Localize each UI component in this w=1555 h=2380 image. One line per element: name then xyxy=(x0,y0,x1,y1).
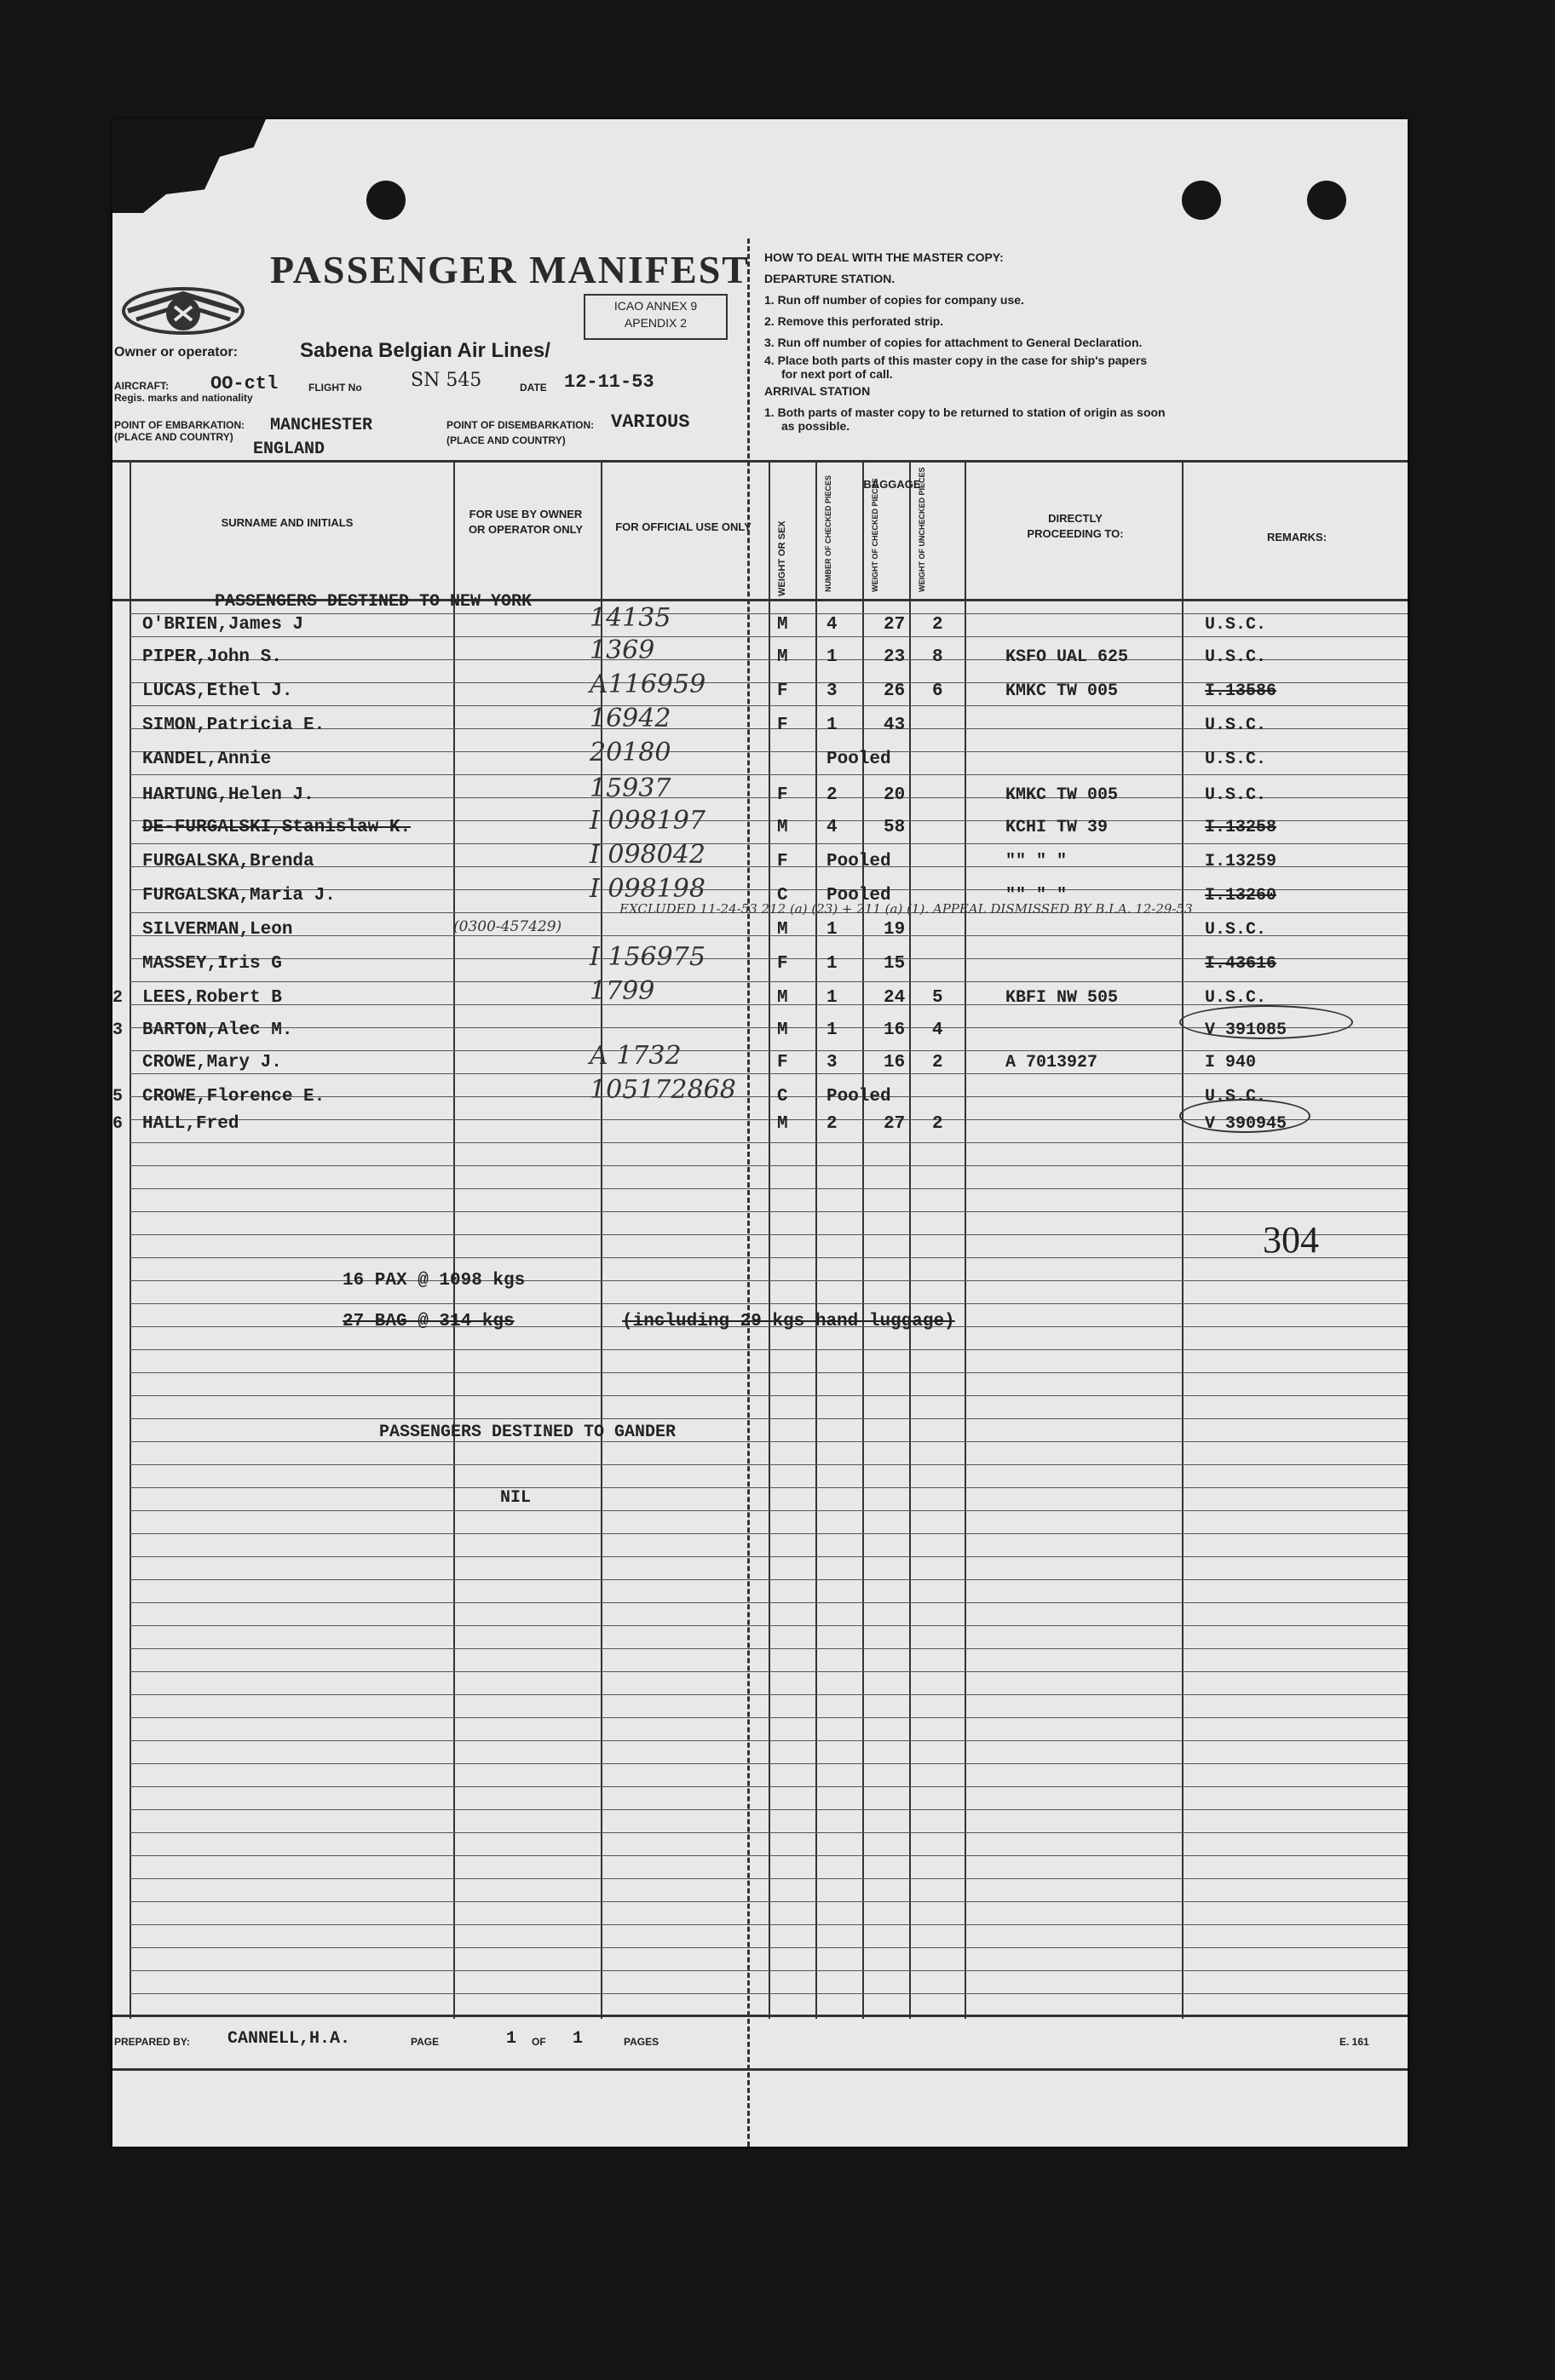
instr-line: 2. Remove this perforated strip. xyxy=(764,314,944,328)
row-sex: M xyxy=(777,1020,788,1040)
row-rem: I.13260 xyxy=(1205,886,1277,905)
prepared-label: PREPARED BY: xyxy=(114,2036,190,2048)
instr-line: for next port of call. xyxy=(781,367,893,381)
row-line xyxy=(130,1855,1408,1856)
row-rem: U.S.C. xyxy=(1205,647,1267,667)
row-line xyxy=(130,1510,1408,1511)
col-line xyxy=(1182,460,1184,2019)
row-w: 16 xyxy=(884,1020,906,1040)
row-line xyxy=(130,1556,1408,1557)
row-num: 5 xyxy=(112,1087,124,1107)
page-label: PAGE xyxy=(411,2036,440,2048)
row-line xyxy=(130,1947,1408,1948)
row-hand: I 098198 xyxy=(590,874,706,904)
row-hand: 14135 xyxy=(590,603,671,633)
row-line xyxy=(130,1418,1408,1419)
page-stamp-number: 304 xyxy=(1263,1219,1319,1261)
punch-hole xyxy=(1182,181,1221,220)
row-to: KMKC TW 005 xyxy=(1005,681,1119,701)
section-gander: PASSENGERS DESTINED TO GANDER xyxy=(379,1423,677,1442)
col-line xyxy=(453,460,455,2019)
punch-hole xyxy=(1307,181,1346,220)
row-sex: F xyxy=(777,785,788,805)
embark-value: MANCHESTER xyxy=(270,416,373,435)
row-rem: V 390945 xyxy=(1205,1114,1287,1134)
owner-label: Owner or operator: xyxy=(114,345,238,359)
col-remarks: REMARKS: xyxy=(1266,531,1328,543)
row-hand: 1369 xyxy=(590,635,655,665)
row-rem: I 940 xyxy=(1205,1053,1257,1072)
row-u: 6 xyxy=(932,681,943,701)
instr-line: as possible. xyxy=(781,419,850,433)
prepared-value: CANNELL,H.A. xyxy=(227,2029,351,2049)
row-sex: F xyxy=(777,681,788,701)
row-n: 1 xyxy=(826,1020,838,1040)
row-name: BARTON,Alec M. xyxy=(142,1020,293,1040)
row-sex: F xyxy=(777,716,788,735)
row-hand: 20180 xyxy=(590,738,671,767)
row-line xyxy=(130,1763,1408,1764)
row-line xyxy=(130,1694,1408,1695)
row-line xyxy=(130,1717,1408,1718)
row-line xyxy=(130,1533,1408,1534)
row-w: 27 xyxy=(884,1114,906,1134)
row-name: LUCAS,Ethel J. xyxy=(142,681,293,701)
row-rem: U.S.C. xyxy=(1205,785,1267,805)
row-to: KSFO UAL 625 xyxy=(1005,647,1129,667)
row-line xyxy=(130,1878,1408,1879)
col-line xyxy=(965,460,966,2019)
row-sex: F xyxy=(777,954,788,974)
row-hand: I 098042 xyxy=(590,840,706,870)
row-rem: I.13586 xyxy=(1205,681,1277,701)
row-hand: 15937 xyxy=(590,773,671,803)
row-name: SIMON,Patricia E. xyxy=(142,716,325,735)
row-line xyxy=(130,981,1408,982)
row-name: FURGALSKA,Maria J. xyxy=(142,886,336,905)
row-rem: U.S.C. xyxy=(1205,716,1267,735)
row-hand: A 1732 xyxy=(590,1041,682,1071)
row-w: 26 xyxy=(884,681,906,701)
col-line xyxy=(769,460,770,2019)
row-line xyxy=(130,1303,1408,1304)
aircraft-sub: Regis. marks and nationality xyxy=(114,392,253,404)
row-u: 2 xyxy=(932,1114,943,1134)
of-value: 1 xyxy=(573,2029,584,2049)
row-line xyxy=(130,1832,1408,1833)
row-n: 1 xyxy=(826,954,838,974)
row-hand: 1799 xyxy=(590,976,655,1006)
row-to: "" " " xyxy=(1005,886,1068,905)
disembark-label: POINT OF DISEMBARKATION: xyxy=(446,419,595,431)
date-value: 12-11-53 xyxy=(564,371,654,393)
row-n: Pooled xyxy=(826,1087,891,1107)
row-line xyxy=(130,1165,1408,1166)
row-w: 58 xyxy=(884,818,906,837)
row-line xyxy=(130,1395,1408,1396)
sabena-logo-icon xyxy=(119,264,247,358)
form-code: E. 161 xyxy=(1339,2036,1369,2048)
row-line xyxy=(130,1257,1408,1258)
row-line xyxy=(130,1464,1408,1465)
row-line xyxy=(130,843,1408,844)
embark-country: ENGLAND xyxy=(253,440,325,459)
row-num: 6 xyxy=(112,1114,124,1134)
row-n: Pooled xyxy=(826,750,891,769)
flight-label: FLIGHT No xyxy=(308,382,362,394)
page-title: PASSENGER MANIFEST xyxy=(270,248,750,291)
row-sex: F xyxy=(777,852,788,871)
row-u: 4 xyxy=(932,1020,943,1040)
row-sex: C xyxy=(777,1087,788,1107)
disembark-sub: (PLACE AND COUNTRY) xyxy=(446,434,566,446)
of-label: OF xyxy=(532,2036,546,2048)
row-rem: U.S.C. xyxy=(1205,615,1267,635)
row-name: DE-FURGALSKI,Stanislaw K. xyxy=(142,818,412,837)
row-sex: F xyxy=(777,1053,788,1072)
pages-label: PAGES xyxy=(624,2036,659,2048)
row-line xyxy=(130,1211,1408,1212)
row-line xyxy=(130,705,1408,706)
row-rem: U.S.C. xyxy=(1205,988,1267,1008)
row-line xyxy=(130,1648,1408,1649)
embark-label: POINT OF EMBARKATION: xyxy=(114,419,245,431)
instr-line: HOW TO DEAL WITH THE MASTER COPY: xyxy=(764,250,1004,264)
row-rem: U.S.C. xyxy=(1205,920,1267,940)
row-line xyxy=(130,1441,1408,1442)
row-hand: 105172868 xyxy=(590,1075,736,1105)
instructions xyxy=(764,247,1408,433)
row-name: LEES,Robert B xyxy=(142,988,282,1008)
row-w: 20 xyxy=(884,785,906,805)
col-wt-unchecked: WEIGHT OF UNCHECKED PIECES xyxy=(918,467,926,592)
row-line xyxy=(130,1487,1408,1488)
row-hand: 16942 xyxy=(590,704,671,733)
row-u: 8 xyxy=(932,647,943,667)
row-name: HARTUNG,Helen J. xyxy=(142,785,314,805)
gander-value: NIL xyxy=(500,1488,532,1508)
row-sex: M xyxy=(777,1114,788,1134)
col-line xyxy=(909,460,911,2019)
row-name: O'BRIEN,James J xyxy=(142,615,304,635)
row-line xyxy=(130,613,1408,614)
row-n: 2 xyxy=(826,785,838,805)
col-baggage: BAGGAGE xyxy=(863,478,921,491)
row-name: CROWE,Florence E. xyxy=(142,1087,325,1107)
page-value: 1 xyxy=(506,2029,517,2049)
row-w: 16 xyxy=(884,1053,906,1072)
footer xyxy=(112,2015,1408,2071)
row-line xyxy=(130,636,1408,637)
row-w: 43 xyxy=(884,716,906,735)
row-sex: M xyxy=(777,988,788,1008)
row-sex: M xyxy=(777,920,788,940)
row-w: 27 xyxy=(884,615,906,635)
icao-annex-box xyxy=(584,294,728,340)
row-to: KMKC TW 005 xyxy=(1005,785,1119,805)
row-n: 1 xyxy=(826,716,838,735)
row-w: 24 xyxy=(884,988,906,1008)
row-name: MASSEY,Iris G xyxy=(142,954,282,974)
row-n: 1 xyxy=(826,988,838,1008)
row-rem: U.S.C. xyxy=(1205,1087,1267,1107)
instr-line: DEPARTURE STATION. xyxy=(764,272,896,285)
row-line xyxy=(130,1349,1408,1350)
instr-line: 1. Both parts of master copy to be returned to station of origin as soon xyxy=(764,405,1166,419)
row-sex: M xyxy=(777,818,788,837)
col-wt-checked: WEIGHT OF CHECKED PIECES xyxy=(871,478,879,592)
embark-sub: (PLACE AND COUNTRY) xyxy=(114,431,233,443)
row-n: 2 xyxy=(826,1114,838,1134)
icao-line-2: APENDIX 2 xyxy=(624,316,688,330)
row-to: A 7013927 xyxy=(1005,1053,1098,1072)
row-line xyxy=(130,1073,1408,1074)
row-hand: (0300-457429) xyxy=(453,918,562,935)
disembark-value: VARIOUS xyxy=(611,411,690,433)
row-rem: I.43616 xyxy=(1205,954,1277,974)
torn-corner xyxy=(112,119,266,213)
remark-oval xyxy=(1179,1099,1310,1133)
row-u: 2 xyxy=(932,1053,943,1072)
row-line xyxy=(130,774,1408,775)
col-official-use: FOR OFFICIAL USE ONLY xyxy=(615,520,752,533)
row-hand: A116959 xyxy=(590,670,706,699)
row-to: "" " " xyxy=(1005,852,1068,871)
row-line xyxy=(130,1993,1408,1994)
row-n: 3 xyxy=(826,681,838,701)
row-name: SILVERMAN,Leon xyxy=(142,920,293,940)
row-w: 19 xyxy=(884,920,906,940)
row-name: KANDEL,Annie xyxy=(142,750,272,769)
row-to: KBFI NW 505 xyxy=(1005,988,1119,1008)
row-hand: I 156975 xyxy=(590,942,706,972)
row-w: 23 xyxy=(884,647,906,667)
row-n: 3 xyxy=(826,1053,838,1072)
instr-line: ARRIVAL STATION xyxy=(764,384,871,398)
row-line xyxy=(130,1970,1408,1971)
row-n: 4 xyxy=(826,818,838,837)
instr-line: 4. Place both parts of this master copy in the case for ship's papers xyxy=(764,354,1148,367)
row-sex: M xyxy=(777,615,788,635)
totals-pax: 16 PAX @ 1098 kgs xyxy=(343,1271,526,1291)
row-hand: I 098197 xyxy=(590,806,706,836)
aircraft-value: OO-ctl xyxy=(210,373,279,394)
silverman-note: EXCLUDED 11-24-53 212 (a) (23) + 211 (a) (1). APPEAL DISMISSED BY B.I.A. 12-29-53 xyxy=(619,901,1193,917)
col-num-checked: NUMBER OF CHECKED PIECES xyxy=(824,474,832,592)
row-sex: M xyxy=(777,647,788,667)
row-name: FURGALSKA,Brenda xyxy=(142,852,314,871)
col-line xyxy=(130,460,131,2019)
aircraft-label: AIRCRAFT: xyxy=(114,380,169,392)
row-num: 3 xyxy=(112,1020,124,1040)
totals-bag-note: (including 29 kgs hand luggage) xyxy=(622,1312,955,1331)
row-line xyxy=(130,1372,1408,1373)
col-proceeding: DIRECTLY PROCEEDING TO: xyxy=(1027,512,1124,540)
row-line xyxy=(130,1671,1408,1672)
totals-bag: 27 BAG @ 314 kgs xyxy=(343,1312,515,1331)
row-line xyxy=(130,1234,1408,1235)
row-line xyxy=(130,1280,1408,1281)
row-line xyxy=(130,1602,1408,1603)
flight-value: SN 545 xyxy=(411,370,482,391)
row-name: PIPER,John S. xyxy=(142,647,282,667)
row-line xyxy=(130,1142,1408,1143)
row-u: 2 xyxy=(932,615,943,635)
row-n: Pooled xyxy=(826,852,891,871)
row-line xyxy=(130,1579,1408,1580)
manifest-paper xyxy=(112,119,1408,2147)
col-line xyxy=(815,460,817,2019)
owner-value: Sabena Belgian Air Lines/ xyxy=(300,339,550,362)
row-n: 1 xyxy=(826,647,838,667)
row-line xyxy=(130,1924,1408,1925)
row-sex: C xyxy=(777,886,788,905)
col-surname: SURNAME AND INITIALS xyxy=(221,516,354,529)
row-line xyxy=(130,1625,1408,1626)
row-n: 4 xyxy=(826,615,838,635)
punch-hole xyxy=(366,181,406,220)
remark-oval xyxy=(1179,1005,1353,1039)
col-line xyxy=(862,460,864,2019)
row-n: Pooled xyxy=(826,886,891,905)
row-line xyxy=(130,1901,1408,1902)
row-n: 1 xyxy=(826,920,838,940)
row-rem: I.13258 xyxy=(1205,818,1277,837)
col-weight-sex: WEIGHT OR SEX xyxy=(777,520,787,596)
row-name: HALL,Fred xyxy=(142,1114,239,1134)
row-w: 15 xyxy=(884,954,906,974)
row-line xyxy=(130,1786,1408,1787)
row-rem: I.13259 xyxy=(1205,852,1277,871)
section-new-york: PASSENGERS DESTINED TO NEW YORK xyxy=(215,592,533,612)
row-line xyxy=(130,1740,1408,1741)
row-to: KCHI TW 39 xyxy=(1005,818,1109,837)
row-line xyxy=(130,1188,1408,1189)
row-name: CROWE,Mary J. xyxy=(142,1053,282,1072)
row-u: 5 xyxy=(932,988,943,1008)
icao-line-1: ICAO ANNEX 9 xyxy=(613,299,698,313)
row-line xyxy=(130,1050,1408,1051)
row-line xyxy=(130,1809,1408,1810)
instr-line: 3. Run off number of copies for attachment to General Declaration. xyxy=(764,336,1143,349)
instr-line: 1. Run off number of copies for company use. xyxy=(764,293,1024,307)
row-rem: U.S.C. xyxy=(1205,750,1267,769)
row-rem: V 391085 xyxy=(1205,1020,1287,1040)
col-owner-use: FOR USE BY OWNER OR OPERATOR ONLY xyxy=(468,508,584,536)
row-num: 2 xyxy=(112,988,124,1008)
date-label: DATE xyxy=(520,382,547,394)
